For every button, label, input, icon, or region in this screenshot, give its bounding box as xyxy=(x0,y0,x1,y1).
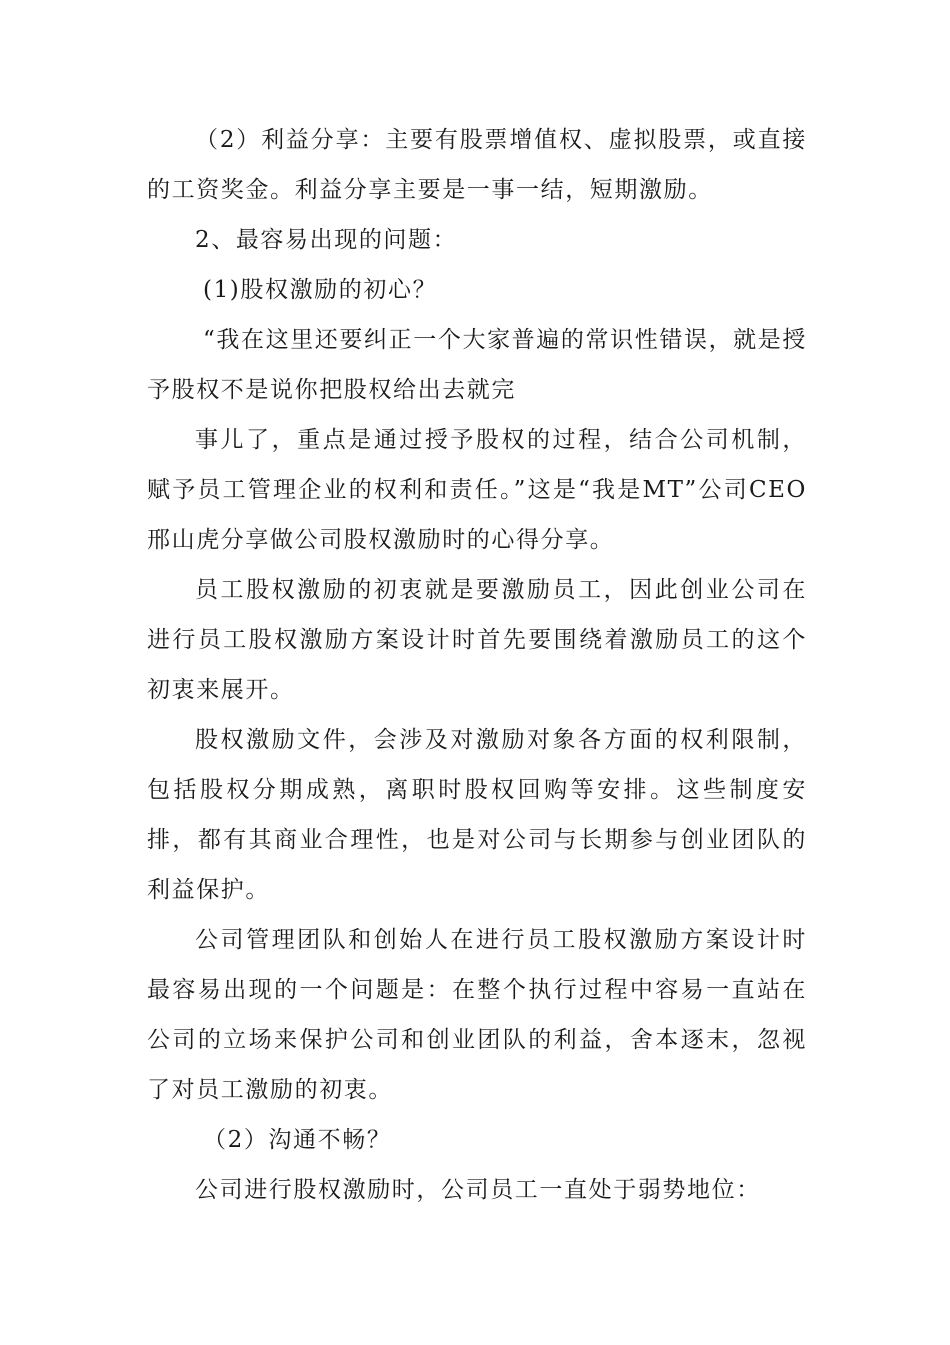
paragraph-quote-end: 事儿了，重点是通过授予股权的过程，结合公司机制，赋予员工管理企业的权利和责任。”这是“我是MT”公司CEO邢山虎分享做公司股权激励时的心得分享。 xyxy=(147,427,807,553)
paragraph-incentive-purpose: 员工股权激励的初衷就是要激励员工，因此创业公司在进行员工股权激励方案设计时首先要围绕着激励员工的这个初衷来展开。 xyxy=(147,577,807,703)
subheading-poor-communication: （2）沟通不畅？ xyxy=(203,1127,392,1153)
paragraph-profit-sharing: （2）利益分享：主要有股票增值权、虚拟股票，或直接的工资奖金。利益分享主要是一事一结，短期激励。 xyxy=(147,127,807,203)
section-heading-common-problems: 2、最容易出现的问题： xyxy=(195,227,458,253)
paragraph-common-mistake: 公司管理团队和创始人在进行员工股权激励方案设计时最容易出现的一个问题是：在整个执行过程中容易一直站在公司的立场来保护公司和创业团队的利益，舍本逐末，忽视了对员工激励的初衷。 xyxy=(147,927,807,1103)
document-body xyxy=(147,115,807,1215)
paragraph-incentive-documents: 股权激励文件，会涉及对激励对象各方面的权利限制，包括股权分期成熟，离职时股权回购等安排。这些制度安排，都有其商业合理性，也是对公司与长期参与创业团队的利益保护。 xyxy=(147,727,807,903)
subheading-original-intent: (1)股权激励的初心？ xyxy=(203,277,438,303)
paragraph-quote-start: “我在这里还要纠正一个大家普遍的常识性错误，就是授予股权不是说你把股权给出去就完 xyxy=(147,327,807,403)
paragraph-weak-position: 公司进行股权激励时，公司员工一直处于弱势地位： xyxy=(195,1177,761,1203)
